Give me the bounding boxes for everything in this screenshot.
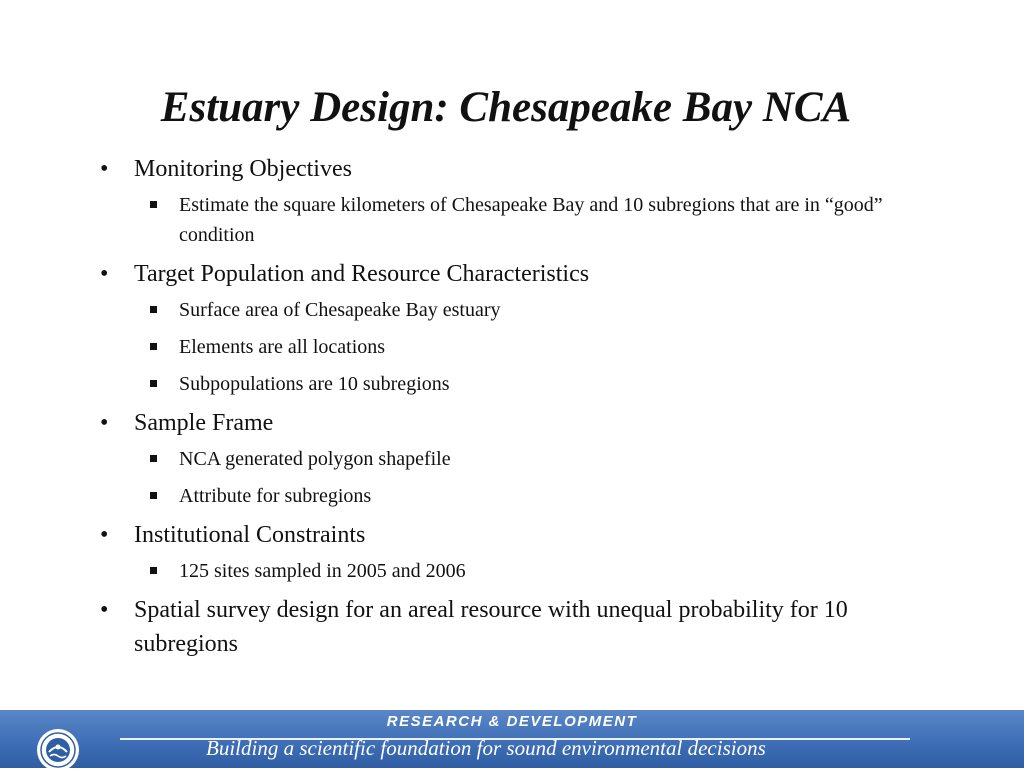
research-development-heading: RESEARCH & DEVELOPMENT bbox=[386, 713, 638, 730]
sub-bullet-text: Elements are all locations bbox=[179, 336, 386, 358]
sub-bullet-text: NCA generated polygon shapefile bbox=[179, 448, 451, 470]
square-bullet-icon bbox=[150, 201, 157, 208]
bullet-item bbox=[96, 593, 916, 661]
square-bullet-icon bbox=[150, 380, 157, 387]
bullet-text: Sample Frame bbox=[134, 410, 274, 436]
sub-bullet-text: Estimate the square kilometers of Chesapeake Bay and 10 subregions that are in “good” condition bbox=[179, 194, 883, 246]
square-bullet-icon bbox=[150, 455, 157, 462]
sub-bullet-item bbox=[136, 444, 916, 474]
sub-bullet-item bbox=[136, 556, 916, 586]
sub-bullet-text: Surface area of Chesapeake Bay estuary bbox=[179, 299, 501, 321]
bullet-item bbox=[96, 518, 916, 552]
square-bullet-icon bbox=[150, 306, 157, 313]
bullet-text: Target Population and Resource Characteristics bbox=[134, 261, 590, 287]
bullet-dot-icon: • bbox=[100, 597, 109, 623]
bullet-text: Monitoring Objectives bbox=[134, 156, 352, 182]
bullet-text: Institutional Constraints bbox=[134, 522, 366, 548]
bullet-dot-icon: • bbox=[100, 261, 109, 287]
bullet-item bbox=[96, 257, 916, 291]
bullet-list bbox=[96, 150, 916, 665]
square-bullet-icon bbox=[150, 343, 157, 350]
bullet-item bbox=[96, 152, 916, 186]
bullet-dot-icon: • bbox=[100, 410, 109, 436]
square-bullet-icon bbox=[150, 492, 157, 499]
bullet-item bbox=[96, 406, 916, 440]
slide-title: Estuary Design: Chesapeake Bay NCA bbox=[160, 84, 852, 131]
bullet-text: Spatial survey design for an areal resource with unequal probability for 10 subregions bbox=[134, 597, 848, 657]
sub-bullet-item bbox=[136, 190, 916, 250]
sub-bullet-item bbox=[136, 481, 916, 511]
footer-tagline: Building a scientific foundation for sound environmental decisions bbox=[206, 736, 766, 760]
bullet-dot-icon: • bbox=[100, 156, 109, 182]
square-bullet-icon bbox=[150, 567, 157, 574]
sub-bullet-text: 125 sites sampled in 2005 and 2006 bbox=[179, 560, 466, 582]
sub-bullet-text: Attribute for subregions bbox=[179, 485, 372, 507]
sub-bullet-item bbox=[136, 369, 916, 399]
sub-bullet-text: Subpopulations are 10 subregions bbox=[179, 373, 450, 395]
sub-bullet-item bbox=[136, 332, 916, 362]
epa-seal-icon bbox=[36, 728, 80, 772]
footer-banner bbox=[0, 710, 1024, 768]
bullet-dot-icon: • bbox=[100, 522, 109, 548]
sub-bullet-item bbox=[136, 295, 916, 325]
